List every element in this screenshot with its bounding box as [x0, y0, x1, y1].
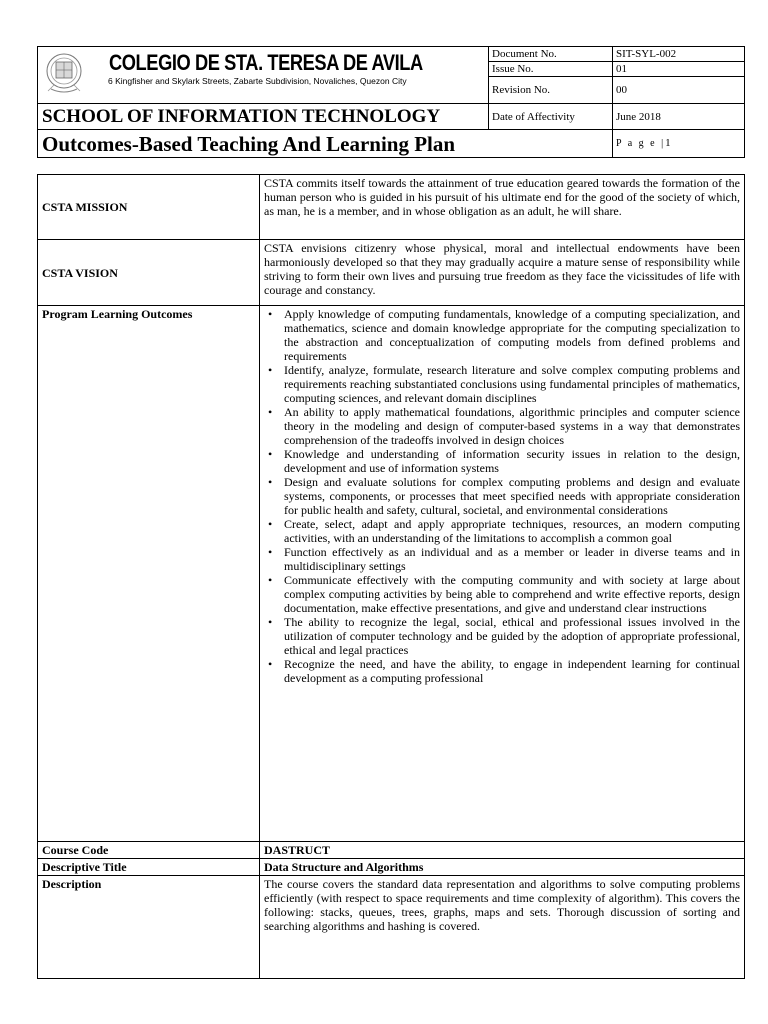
list-item: • Recognize the need, and have the ability, to engage in independent learning for continual development as a computing professional [284, 657, 740, 685]
department-title: SCHOOL OF INFORMATION TECHNOLOGY [38, 104, 489, 130]
revision-label: Revision No. [489, 77, 613, 104]
page-label: P a g e | [616, 138, 666, 149]
list-item: • The ability to recognize the legal, social, ethical and professional issues involved in the utilization of computer technology and be guided by the adoption of appropriate professional, ethical and legal practices [284, 615, 740, 657]
effectivity-value: June 2018 [613, 104, 745, 130]
revision-value: 00 [613, 77, 745, 104]
plan-title: Outcomes-Based Teaching And Learning Plan [38, 130, 489, 158]
plan-title-spacer [489, 130, 613, 158]
list-item: • Create, select, adapt and apply appropriate techniques, resources, an modern computing activities, with an understanding of the limitations to accomplish a common goal [284, 517, 740, 545]
mission-text: CSTA commits itself towards the attainment of true education geared towards the formation of the human person who is guided in his pursuit of his ultimate end for the good of the society of which, as man, he is a member, and in whose obligation as an adult, he will share. [260, 175, 745, 240]
doc-no-value: SIT-SYL-002 [613, 47, 745, 62]
school-brand [38, 47, 489, 104]
effectivity-label: Date of Affectivity [489, 104, 613, 130]
course-code-value: DASTRUCT [260, 842, 745, 859]
plo-label: Program Learning Outcomes [38, 306, 260, 842]
vision-label: CSTA VISION [38, 240, 260, 306]
description-row [38, 876, 745, 979]
page-indicator [613, 130, 745, 158]
course-code-row [38, 842, 745, 859]
vision-row [38, 240, 745, 306]
page-number: 1 [665, 137, 671, 149]
syllabus-table [37, 174, 745, 979]
plo-cell [260, 306, 745, 842]
document-header [37, 46, 745, 158]
doc-no-label: Document No. [489, 47, 613, 62]
description-text: The course covers the standard data representation and algorithms to solve computing problems efficiently (with respect to space requirements and time complexity of algorithm). This covers the following: stacks, queues, trees, graphs, maps and sets. Thorough discussion of sorting and searching algorithms and hashing is covered. [260, 876, 745, 979]
list-item: • Function effectively as an individual and as a member or leader in diverse teams and in multidisciplinary settings [284, 545, 740, 573]
description-label: Description [38, 876, 260, 979]
descriptive-title-value: Data Structure and Algorithms [260, 859, 745, 876]
descriptive-title-label: Descriptive Title [38, 859, 260, 876]
school-seal-logo [45, 51, 83, 97]
plo-row [38, 306, 745, 842]
list-item: • An ability to apply mathematical foundations, algorithmic principles and computer science theory in the modeling and design of computer-based systems in a way that demonstrates comprehension of the tradeoffs involved in design choices [284, 405, 740, 447]
list-item: • Communicate effectively with the computing community and with society at large about complex computing activities by being able to comprehend and write effective reports, design documentation, make effective presentations, and give and understand clear instructions [284, 573, 740, 615]
list-item: • Apply knowledge of computing fundamentals, knowledge of a computing specialization, and mathematics, science and domain knowledge appropriate for the computing specialization to the abstraction and conceptualization of computing models from defined problems and requirements [284, 307, 740, 363]
issue-no-label: Issue No. [489, 62, 613, 77]
course-code-label: Course Code [38, 842, 260, 859]
list-item: • Identify, analyze, formulate, research literature and solve complex computing problems and requirements reaching substantiated conclusions using fundamental principles of mathematics, computing sciences, and relevant domain disciplines [284, 363, 740, 405]
mission-row [38, 175, 745, 240]
list-item: • Design and evaluate solutions for complex computing problems and design and evaluate systems, components, or processes that meet specified needs with appropriate consideration for public health and safety, cultural, societal, and environmental considerations [284, 475, 740, 517]
vision-text: CSTA envisions citizenry whose physical, moral and intellectual endowments have been harmoniously developed so that they may gradually acquire a mature sense of responsibility while striving to form their own lives and pursuing true freedom as they face the vicissitudes of life with courage and constancy. [260, 240, 745, 306]
school-address: 6 Kingfisher and Skylark Streets, Zabarte Subdivision, Novaliches, Quezon City [108, 76, 407, 86]
descriptive-title-row [38, 859, 745, 876]
list-item: • Knowledge and understanding of information security issues in relation to the design, development and use of information systems [284, 447, 740, 475]
issue-no-value: 01 [613, 62, 745, 77]
mission-label: CSTA MISSION [38, 175, 260, 240]
school-name: COLEGIO DE STA. TERESA DE AVILA [109, 50, 423, 75]
plo-list [264, 307, 740, 685]
